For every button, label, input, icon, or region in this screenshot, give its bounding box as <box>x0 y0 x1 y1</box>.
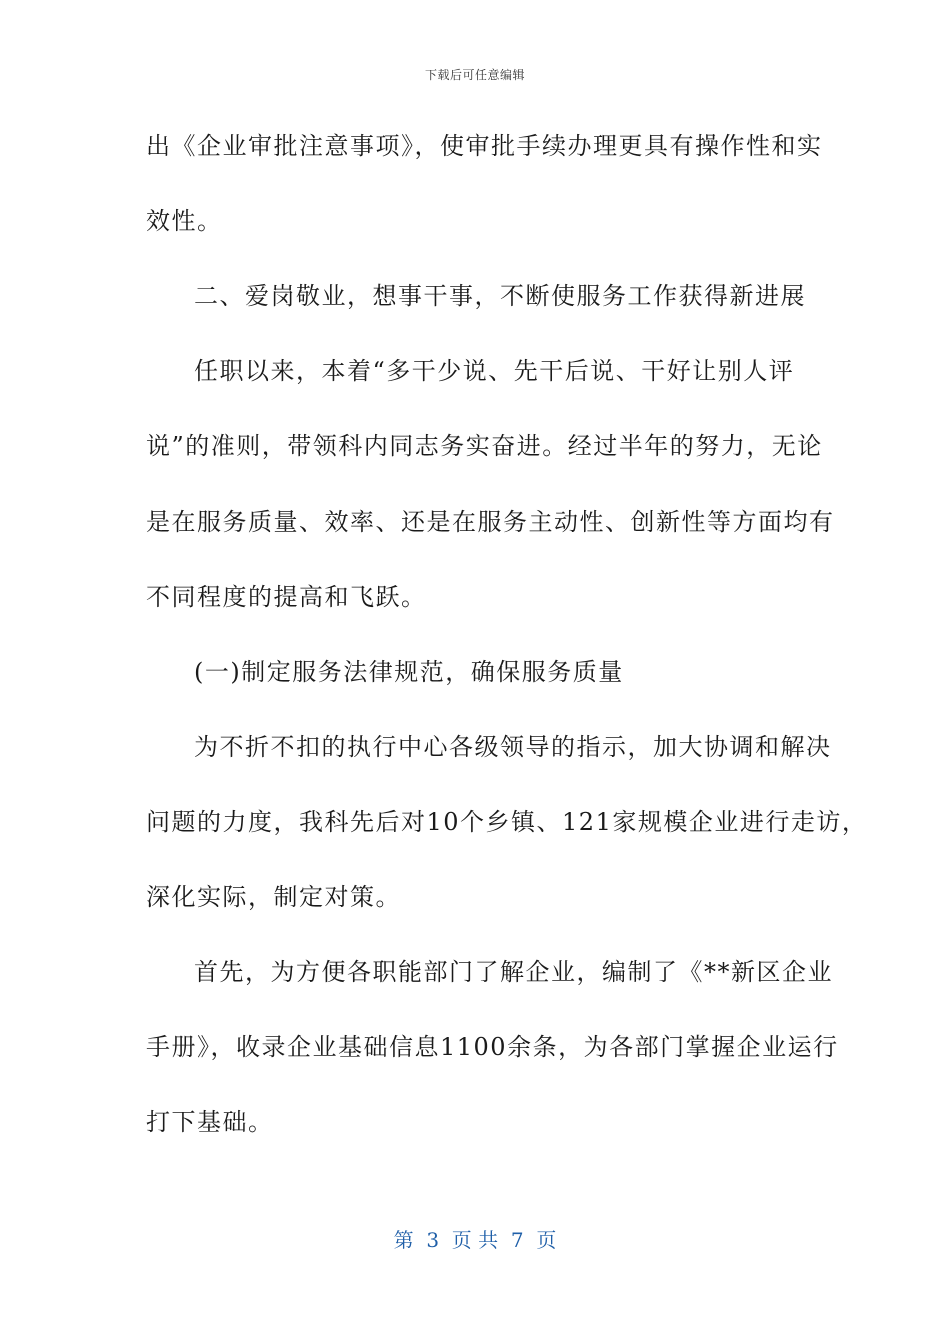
paragraph-line: 打下基础。 <box>146 1108 274 1136</box>
paragraph-line: 不同程度的提高和飞跃。 <box>146 583 427 611</box>
page-number-footer: 第 3 页 共 7 页 <box>393 1228 557 1252</box>
paragraph-line: 出《企业审批注意事项》，使审批手续办理更具有操作性和实 <box>146 132 823 160</box>
page-header-note: 下载后可任意编辑 <box>424 68 525 82</box>
subsection-heading: (一)制定服务法律规范，确保服务质量 <box>194 658 624 686</box>
paragraph-line: 效性。 <box>146 207 223 235</box>
paragraph-line: 说”的准则，带领科内同志务实奋进。经过半年的努力，无论 <box>146 432 823 460</box>
paragraph-line: 深化实际，制定对策。 <box>146 883 401 911</box>
paragraph-line: 手册》，收录企业基础信息1100余条，为各部门掌握企业运行 <box>146 1033 839 1061</box>
paragraph-line: 是在服务质量、效率、还是在服务主动性、创新性等方面均有 <box>146 508 835 536</box>
paragraph-line: 首先，为方便各职能部门了解企业，编制了《**新区企业 <box>194 958 833 986</box>
paragraph-line: 为不折不扣的执行中心各级领导的指示，加大协调和解决 <box>194 733 832 761</box>
section-heading: 二、爱岗敬业，想事干事，不断使服务工作获得新进展 <box>194 282 806 310</box>
paragraph-line: 问题的力度，我科先后对10个乡镇、121家规模企业进行走访， <box>146 808 868 836</box>
paragraph-line: 任职以来，本着“多干少说、先干后说、干好让别人评 <box>194 357 795 385</box>
